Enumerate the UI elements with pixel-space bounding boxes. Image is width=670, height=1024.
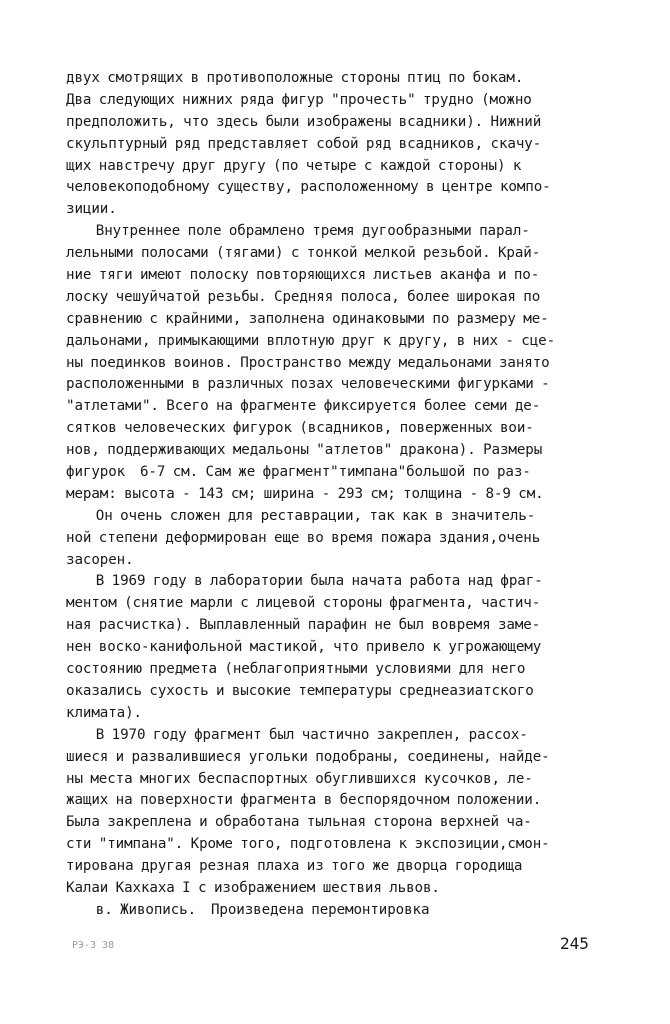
text-line: Была закреплена и обработана тыльная сторона верхней ча- (66, 814, 532, 831)
body-text (66, 68, 626, 922)
text-line: засорен. (66, 551, 134, 568)
text-line: оказались сухость и высокие температуры среднеазиатского (66, 682, 534, 699)
text-line: Два следующих нижних ряда фигур "прочесть" трудно (можно (66, 91, 532, 108)
text-line: скульптурный ряд представляет собой ряд всадников, скачу- (66, 135, 542, 152)
text-line: ментом (снятие марли с лицевой стороны фрагмента, частич- (66, 595, 541, 612)
text-line: "атлетами". Всего на фрагменте фиксируется более семи де- (66, 398, 541, 415)
text-line: дальонами, примыкающими вплотную друг к другу, в них - сце- (66, 332, 556, 349)
text-line: В 1970 году фрагмент был частично закреплен, рассох- (66, 726, 528, 743)
text-line: жащих на поверхности фрагмента в беспорядочном положении. (66, 792, 542, 809)
page-number: 245 (560, 934, 589, 953)
text-line: Внутреннее поле обрамлено тремя дугообразными парал- (66, 223, 530, 240)
text-line: Калаи Кахкаха I с изображением шествия львов. (66, 879, 440, 896)
archive-stamp: РЭ-3 38 (72, 940, 115, 951)
text-line: двух смотрящих в противоположные стороны птиц по бокам. (66, 70, 524, 86)
text-line: человекоподобному существу, расположенному в центре компо- (66, 179, 551, 196)
text-line: щих навстречу друг другу (по четыре с каждой стороны) к (66, 157, 522, 174)
text-line: ной степени деформирован еще во время пожара здания,очень (66, 529, 541, 546)
text-line: климата). (66, 704, 142, 721)
text-line: фигурок 6-7 см. Сам же фрагмент"тимпана"большой по раз- (66, 464, 531, 481)
text-line: шиеся и развалившиеся угольки подобраны, соединены, найде- (66, 748, 550, 765)
text-line: сравнению с крайними, заполнена одинаковыми по размеру ме- (66, 310, 549, 327)
text-line: зиции. (66, 201, 117, 218)
text-line: лоску чешуйчатой резьбы. Средняя полоса, более широкая по (66, 288, 541, 305)
text-line: расположенными в различных позах человеческими фигурками - (66, 376, 550, 393)
text-line: ны поединков воинов. Пространство между медальонами занято (66, 354, 550, 371)
text-line: ны места многих беспаспортных обуглившихся кусочков, ле- (66, 770, 533, 787)
text-line: сятков человеческих фигурок (всадников, поверженных вои- (66, 420, 534, 437)
text-line: состоянию предмета (неблагоприятными условиями для него (66, 661, 526, 678)
text-line: лельными полосами (тягами) с тонкой мелкой резьбой. Край- (66, 245, 541, 262)
text-line: тирована другая резная плаха из того же дворца городища (66, 858, 523, 875)
text-line: ная расчистка). Выплавленный парафин не был вовремя заме- (66, 617, 541, 634)
text-line: сти "тимпана". Кроме того, подготовлена к экспозиции,смон- (66, 836, 550, 853)
text-line: нов, поддерживающих медальоны "атлетов" дракона). Размеры (66, 442, 543, 459)
text-line: предположить, что здесь были изображены всадники). Нижний (66, 113, 542, 130)
text-line: В 1969 году в лаборатории была начата работа над фраг- (66, 573, 543, 590)
text-line: мерам: высота - 143 см; ширина - 293 см; толщина - 8-9 см. (66, 485, 544, 502)
text-line: нен воско-канифольной мастикой, что привело к угрожающему (66, 639, 542, 656)
text-line: Он очень сложен для реставрации, так как в значитель- (66, 507, 536, 524)
text-line: ние тяги имеют полоску повторяющихся листьев аканфа и по- (66, 267, 540, 284)
section-heading-line: в. Живопись. Произведена перемонтировка (66, 901, 430, 918)
